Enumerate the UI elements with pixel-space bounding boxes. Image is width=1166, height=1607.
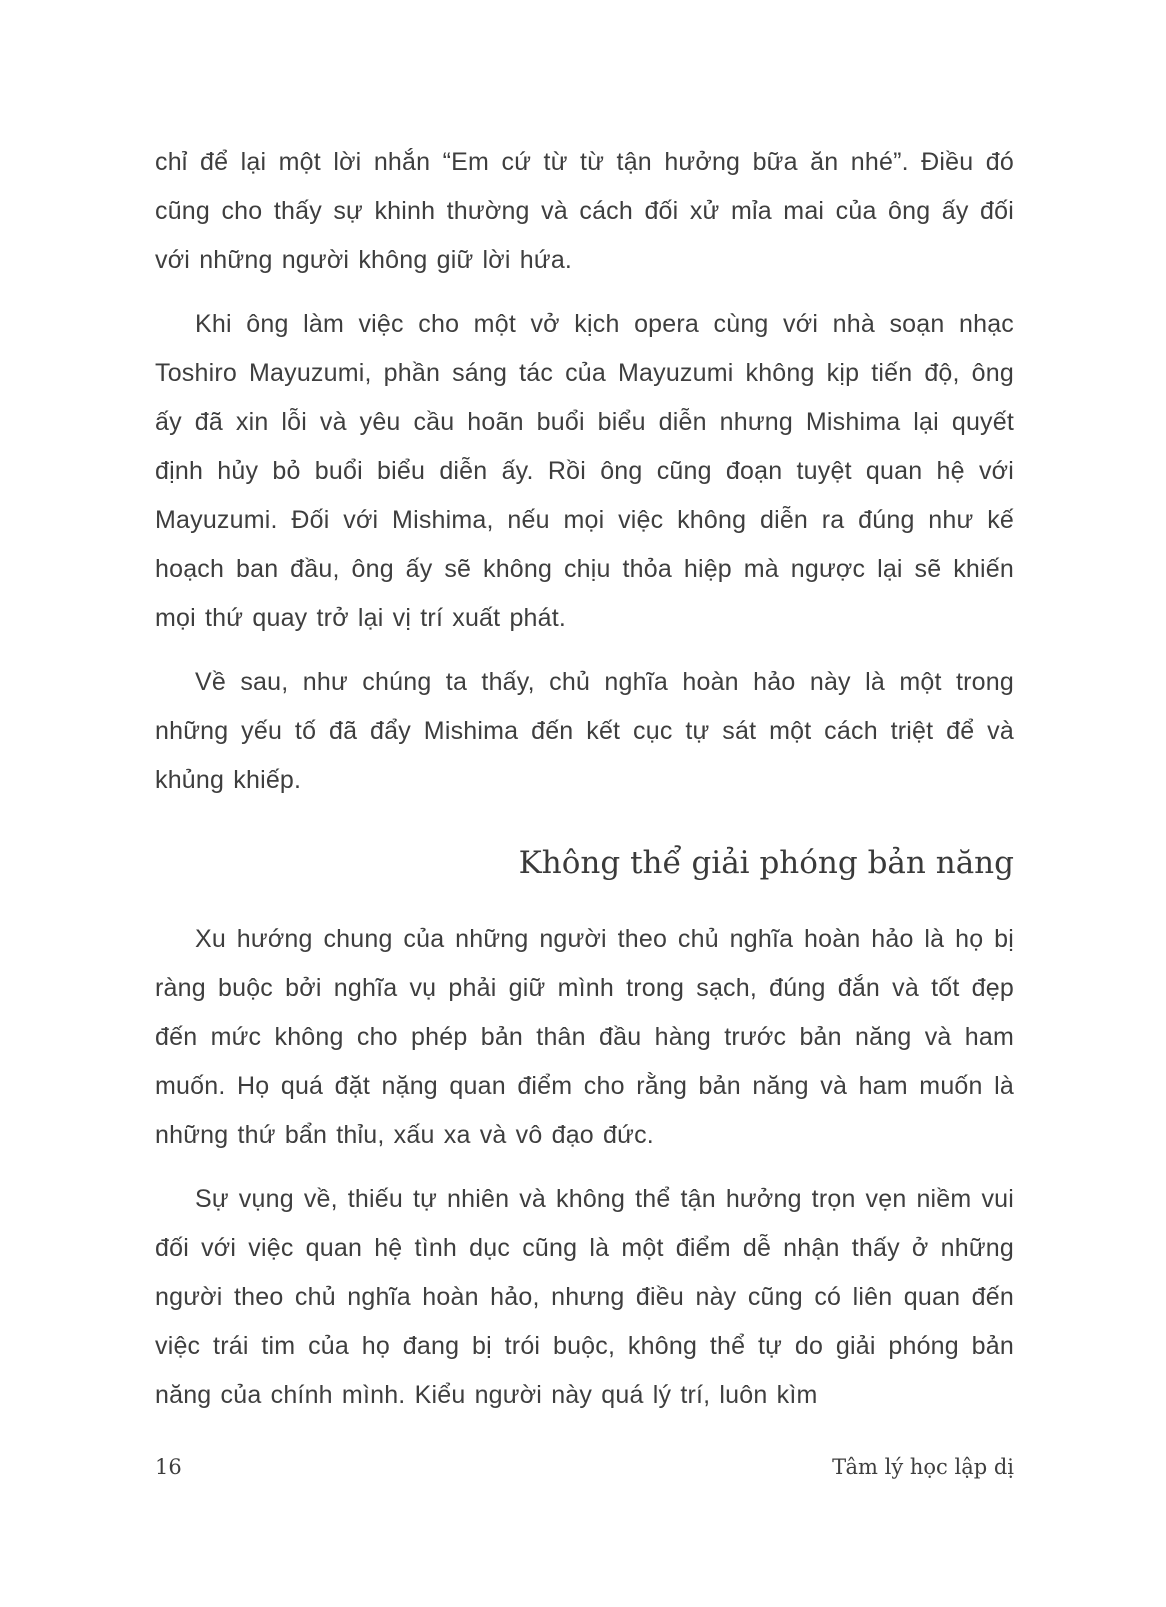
body-text: [155, 138, 1014, 1420]
paragraph: Về sau, như chúng ta thấy, chủ nghĩa hoàn hảo này là một trong những yếu tố đã đẩy Mishima đến kết cục tự sát một cách triệt để và khủng khiếp.: [155, 668, 1014, 794]
paragraph: Sự vụng về, thiếu tự nhiên và không thể tận hưởng trọn vẹn niềm vui đối với việc quan hệ tình dục cũng là một điểm dễ nhận thấy ở những người theo chủ nghĩa hoàn hảo, nhưng điều này cũng có liên quan đến việc trái tim của họ đang bị trói buộc, không thể tự do giải phóng bản năng của chính mình. Kiểu người này quá lý trí, luôn kìm: [155, 1185, 1014, 1410]
page-footer: [155, 1455, 1014, 1479]
paragraph: Khi ông làm việc cho một vở kịch opera cùng với nhà soạn nhạc Toshiro Mayuzumi, phần sáng tác của Mayuzumi không kịp tiến độ, ông ấy đã xin lỗi và yêu cầu hoãn buổi biểu diễn nhưng Mishima lại quyết định hủy bỏ buổi biểu diễn ấy. Rồi ông cũng đoạn tuyệt quan hệ với Mayuzumi. Đối với Mishima, nếu mọi việc không diễn ra đúng như kế hoạch ban đầu, ông ấy sẽ không chịu thỏa hiệp mà ngược lại sẽ khiến mọi thứ quay trở lại vị trí xuất phát.: [155, 310, 1014, 632]
paragraph: Xu hướng chung của những người theo chủ nghĩa hoàn hảo là họ bị ràng buộc bởi nghĩa vụ phải giữ mình trong sạch, đúng đắn và tốt đẹp đến mức không cho phép bản thân đầu hàng trước bản năng và ham muốn. Họ quá đặt nặng quan điểm cho rằng bản năng và ham muốn là những thứ bẩn thỉu, xấu xa và vô đạo đức.: [155, 925, 1014, 1150]
page-number: 16: [155, 1455, 182, 1479]
section-heading: Không thể giải phóng bản năng: [518, 845, 1014, 881]
paragraph-continuation: chỉ để lại một lời nhắn “Em cứ từ từ tận hưởng bữa ăn nhé”. Điều đó cũng cho thấy sự khinh thường và cách đối xử mỉa mai của ông ấy đối với những người không giữ lời hứa.: [155, 148, 1014, 274]
running-title: Tâm lý học lập dị: [832, 1455, 1014, 1479]
